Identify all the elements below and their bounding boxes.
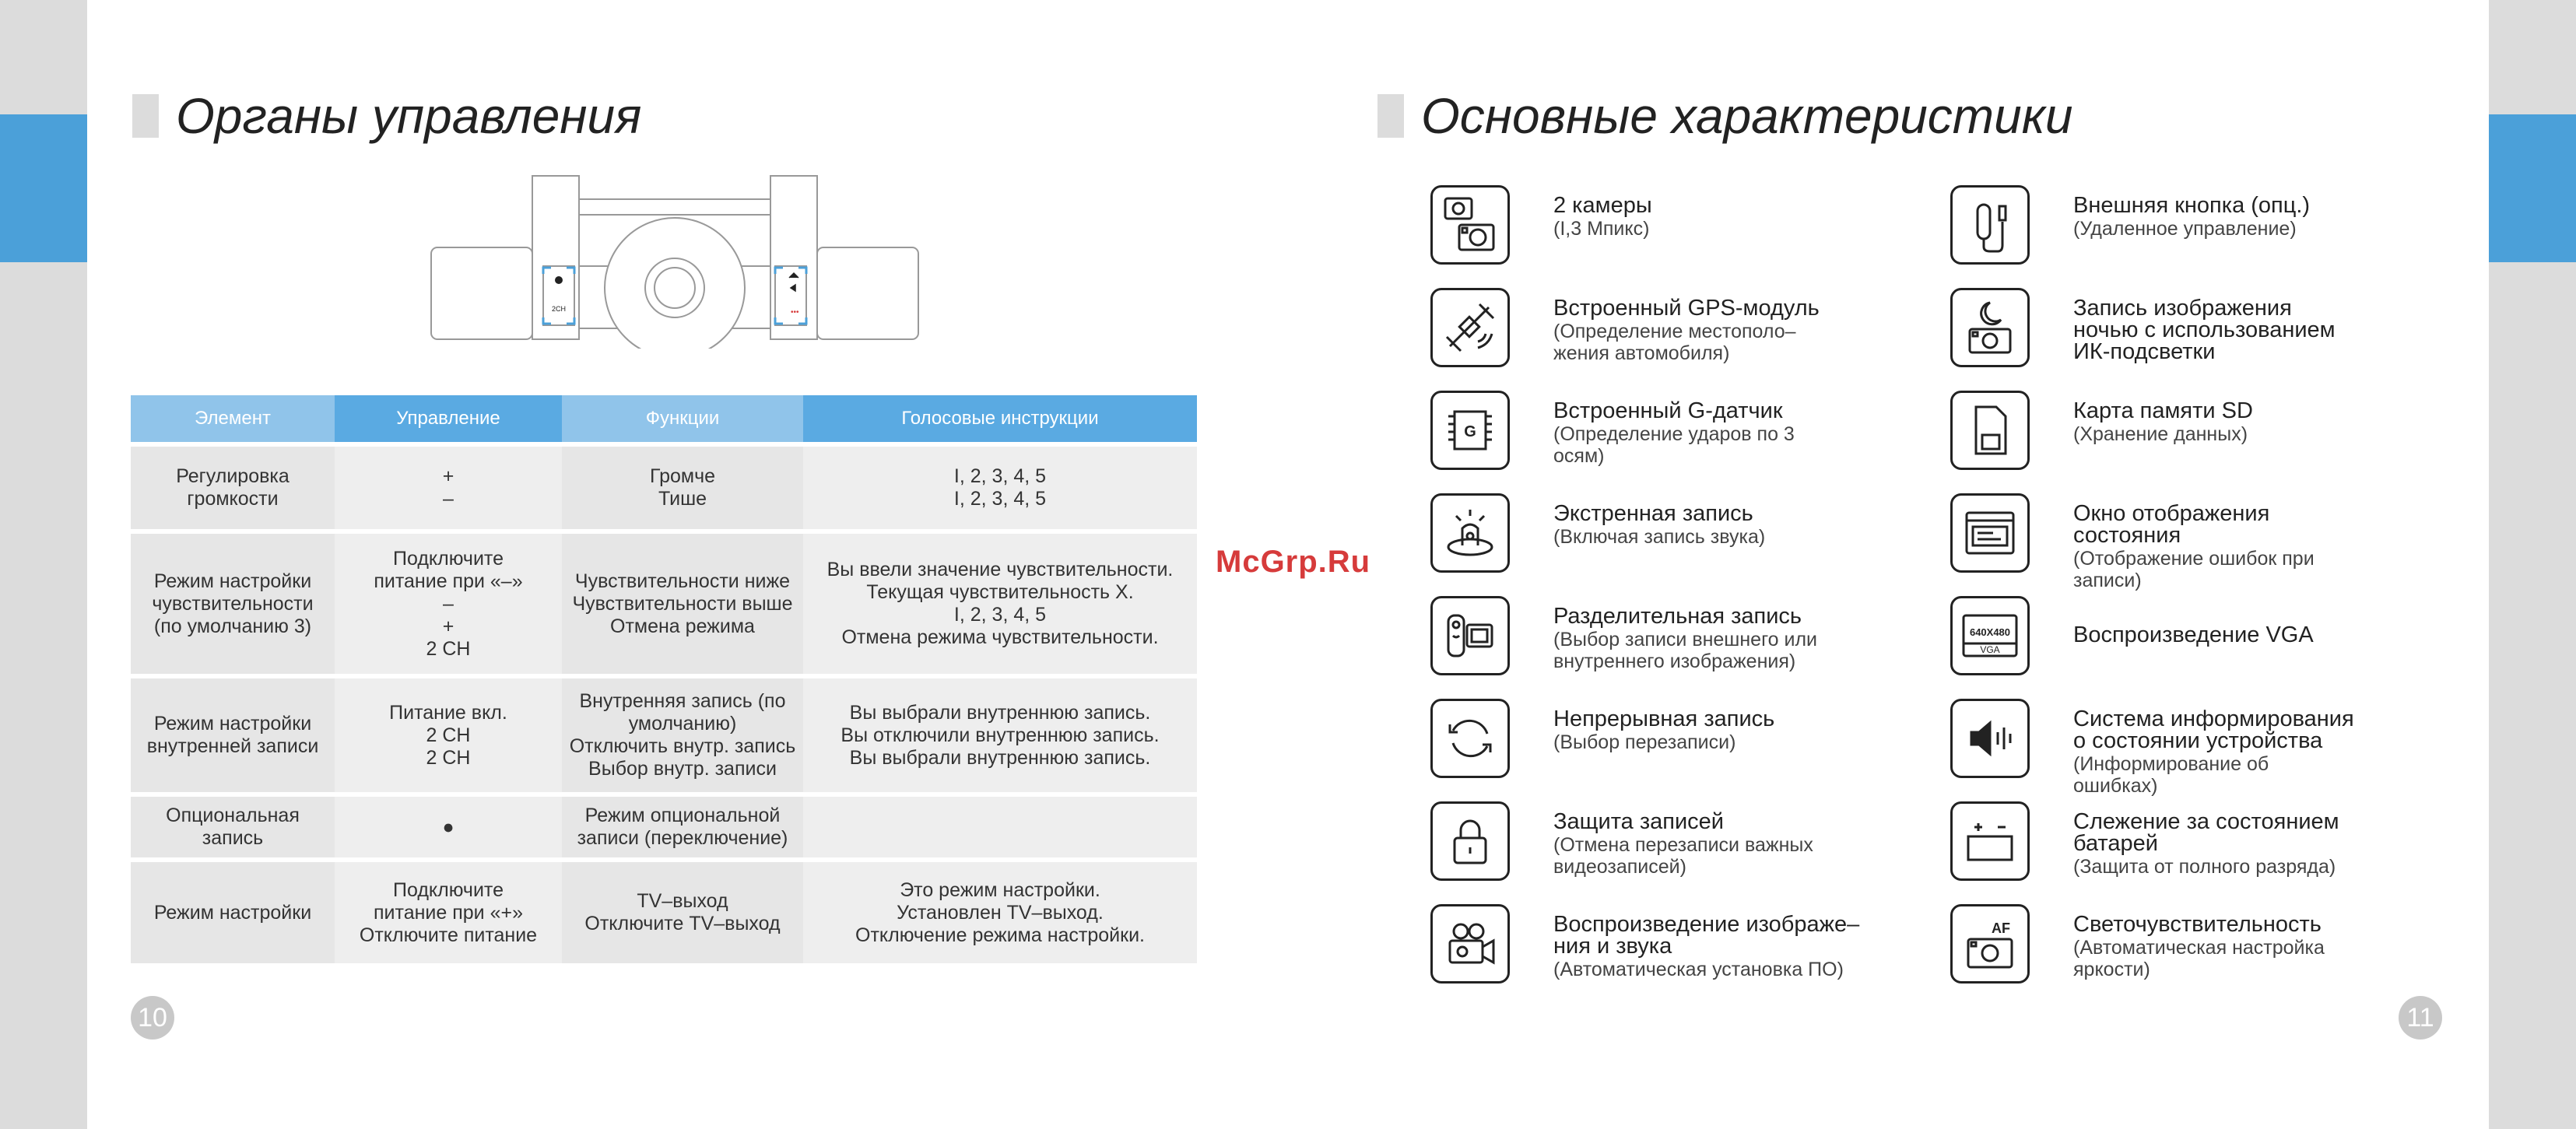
cell-element: Регулировка громкости [131, 442, 335, 529]
feature-desc: (Автоматическая настройка яркости) [2073, 937, 2325, 980]
table-row [131, 442, 1197, 529]
cell-voice [803, 792, 1197, 857]
svg-text:640X480: 640X480 [1969, 626, 2011, 638]
header-control: Управление [335, 395, 562, 442]
dashcam-device-illustration [428, 173, 923, 349]
right-section-title [1377, 87, 2073, 145]
feature-item [1950, 596, 2448, 689]
cell-element: Опциональная запись [131, 792, 335, 857]
loop-record-icon [1430, 699, 1510, 778]
cell-functions: Громче Тише [562, 442, 803, 529]
feature-item [1430, 185, 1928, 279]
feature-desc: (Определение местополо– жения автомобиля) [1553, 321, 1796, 364]
feature-title: Защита записей [1553, 809, 1725, 834]
cell-control: Подключите питание при «+» Отключите питание [335, 857, 562, 963]
cell-functions: TV–выход Отключите TV–выход [562, 857, 803, 963]
feature-item [1950, 699, 2448, 797]
cell-functions: Внутренняя запись (по умолчанию) Отключить внутр. запись Выбор внутр. записи [562, 674, 803, 792]
emergency-record-icon [1430, 493, 1510, 573]
display-window-icon [1950, 493, 2030, 573]
feature-item [1430, 596, 1928, 689]
feature-title: Экстренная запись [1553, 501, 1753, 526]
feature-title: Слежение за состоянием батарей [2073, 809, 2339, 856]
svg-text:G: G [1464, 423, 1476, 440]
feature-title: 2 камеры [1553, 193, 1652, 218]
svg-text:2CH: 2CH [551, 305, 567, 313]
feature-title: Окно отображения состояния [2073, 501, 2270, 548]
cell-element: Режим настройки чувствительности (по умолчанию 3) [131, 529, 335, 674]
svg-text:AF: AF [1992, 920, 2010, 936]
cell-voice: Вы ввели значение чувствительности. Текущая чувствительность X. I, 2, 3, 4, 5 Отмена режима чувствительности. [803, 529, 1197, 674]
feature-item [1950, 391, 2448, 484]
feature-desc: (I,3 Мпикс) [1553, 218, 1650, 240]
left-title-text: Органы управления [176, 88, 642, 144]
feature-title: Запись изображения ночью с использованием ИК-подсветки [2073, 296, 2336, 364]
feature-item [1430, 699, 1928, 792]
cell-functions: Режим опциональной записи (переключение) [562, 792, 803, 857]
title-marker [1377, 94, 1404, 138]
feature-desc: (Защита от полного разряда) [2073, 856, 2336, 878]
right-title-text: Основные характеристики [1421, 88, 2073, 144]
video-camera-icon [1430, 904, 1510, 983]
title-marker [132, 94, 159, 138]
feature-item [1430, 801, 1928, 895]
feature-title: Воспроизведение изображе– ния и звука [1553, 912, 1860, 959]
table-row [131, 529, 1197, 674]
sd-card-icon [1950, 391, 2030, 470]
svg-text:•••: ••• [791, 308, 799, 317]
left-section-title [132, 87, 641, 145]
battery-icon [1950, 801, 2030, 881]
split-record-icon [1430, 596, 1510, 675]
feature-title: Светочувствительность [2073, 912, 2322, 937]
feature-desc: (Отображение ошибок при записи) [2073, 548, 2315, 591]
header-element: Элемент [131, 395, 335, 442]
table-row [131, 857, 1197, 963]
feature-item [1950, 493, 2448, 591]
feature-desc: (Удаленное управление) [2073, 218, 2297, 240]
feature-desc: (Информирование об ошибках) [2073, 753, 2269, 797]
feature-desc: (Выбор перезаписи) [1553, 731, 1736, 753]
feature-title: Встроенный G-датчик [1553, 398, 1783, 423]
feature-item [1430, 904, 1928, 998]
header-functions: Функции [562, 395, 803, 442]
feature-title: Внешняя кнопка (опц.) [2073, 193, 2311, 218]
header-voice: Голосовые инструкции [803, 395, 1197, 442]
feature-title: Воспроизведение VGA [2073, 622, 2314, 647]
cell-functions: Чувствительности ниже Чувствительности выше Отмена режима [562, 529, 803, 674]
feature-desc: (Автоматическая установка ПО) [1553, 959, 1844, 980]
feature-item [1430, 391, 1928, 484]
feature-item [1950, 801, 2448, 895]
night-camera-icon [1950, 288, 2030, 367]
controls-table [131, 395, 1197, 963]
right-edge-tab [2489, 114, 2576, 262]
feature-title: Система информирования о состоянии устройства [2073, 707, 2354, 753]
speaker-icon [1950, 699, 2030, 778]
cell-voice: I, 2, 3, 4, 5 I, 2, 3, 4, 5 [803, 442, 1197, 529]
cell-control: ● [335, 792, 562, 857]
cell-control: + – [335, 442, 562, 529]
feature-item [1430, 288, 1928, 381]
cell-element: Режим настройки [131, 857, 335, 963]
lock-icon [1430, 801, 1510, 881]
page-number-right: 11 [2399, 996, 2442, 1040]
feature-title: Непрерывная запись [1553, 707, 1775, 731]
svg-text:VGA: VGA [1980, 644, 2000, 655]
watermark-text: McGrp.Ru [1216, 545, 1371, 579]
vga-icon [1950, 596, 2030, 675]
feature-item [1430, 493, 1928, 587]
g-sensor-icon [1430, 391, 1510, 470]
cell-voice: Это режим настройки. Установлен TV–выход. Отключение режима настройки. [803, 857, 1197, 963]
feature-desc: (Включая запись звука) [1553, 526, 1766, 548]
feature-item [1950, 288, 2448, 381]
feature-title: Карта памяти SD [2073, 398, 2253, 423]
page-number-left: 10 [131, 996, 174, 1040]
external-button-icon [1950, 185, 2030, 265]
feature-desc: (Хранение данных) [2073, 423, 2248, 445]
feature-desc: (Выбор записи внешнего или внутреннего изображения) [1553, 629, 1818, 672]
feature-title: Встроенный GPS-модуль [1553, 296, 1820, 321]
table-row [131, 674, 1197, 792]
cell-control: Питание вкл. 2 CH 2 CH [335, 674, 562, 792]
table-header-row [131, 395, 1197, 442]
feature-item [1950, 185, 2448, 279]
feature-desc: (Определение ударов по 3 осям) [1553, 423, 1795, 467]
camera-icon [1430, 185, 1510, 265]
feature-desc: (Отмена перезаписи важных видеозаписей) [1553, 834, 1813, 878]
feature-title: Разделительная запись [1553, 604, 1802, 629]
table-row [131, 792, 1197, 857]
cell-voice: Вы выбрали внутреннюю запись. Вы отключили внутреннюю запись. Вы выбрали внутреннюю запись. [803, 674, 1197, 792]
cell-control: Подключите питание при «–» – + 2 CH [335, 529, 562, 674]
af-camera-icon [1950, 904, 2030, 983]
cell-element: Режим настройки внутренней записи [131, 674, 335, 792]
gps-satellite-icon [1430, 288, 1510, 367]
left-edge-tab [0, 114, 87, 262]
feature-item [1950, 904, 2448, 998]
